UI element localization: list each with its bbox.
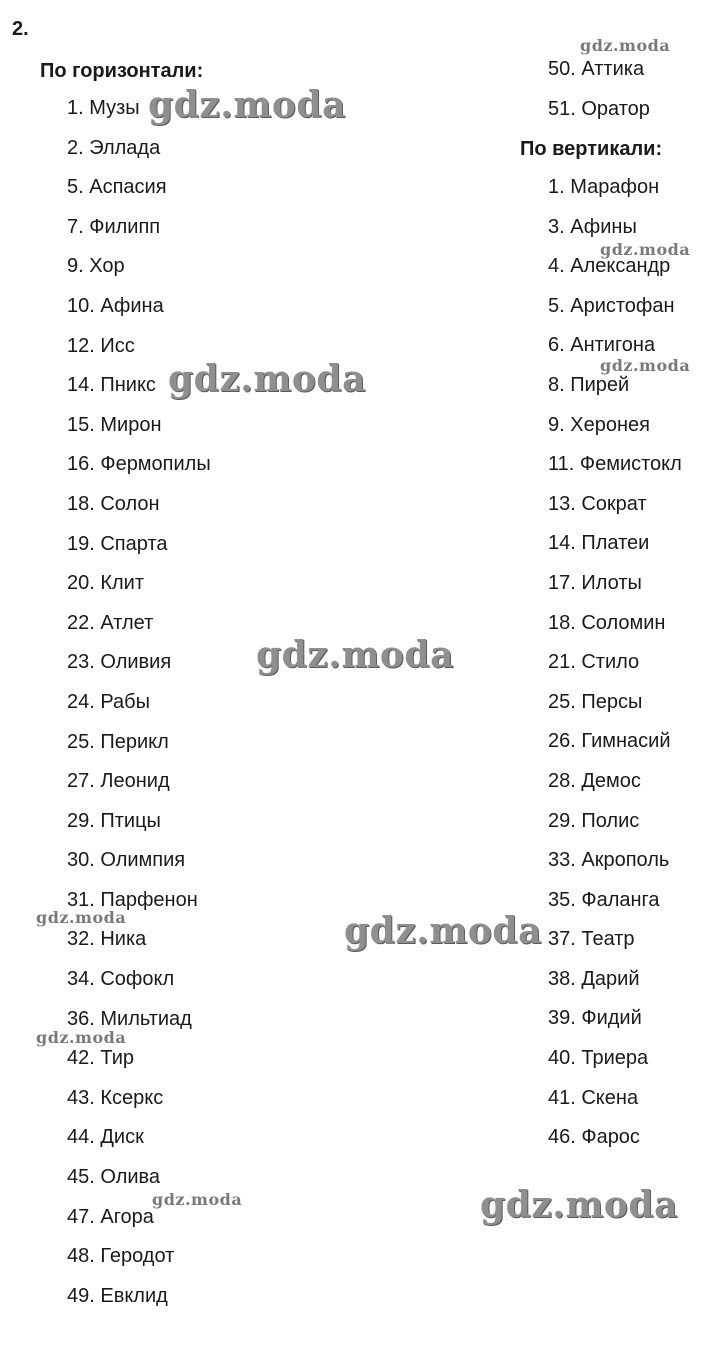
vertical-answer-item: 11. Фемистокл	[548, 453, 682, 476]
vertical-answer-item: 28. Демос	[548, 769, 641, 792]
vertical-heading: По вертикали:	[520, 138, 663, 160]
watermark: gdz.moda	[148, 84, 346, 126]
horizontal-answer-item: 16. Фермопилы	[67, 453, 211, 476]
horizontal-answer-item: 34. Софокл	[67, 968, 175, 991]
vertical-answer-item: 35. Фаланга	[548, 888, 660, 911]
horizontal-answer-item: 36. Мильтиад	[67, 1007, 192, 1030]
vertical-answer-item: 38. Дарий	[548, 967, 640, 990]
watermark: gdz.moda	[600, 356, 691, 375]
horizontal-answer-list	[67, 89, 211, 1316]
vertical-answer-list	[548, 168, 682, 1158]
vertical-answer-item: 26. Гимнасий	[548, 730, 671, 753]
horizontal-answer-item: 7. Филипп	[67, 215, 161, 238]
horizontal-answer-item: 42. Тир	[67, 1047, 134, 1070]
vertical-answer-item: 1. Марафон	[548, 176, 660, 198]
horizontal-answer-item: 25. Перикл	[67, 730, 169, 753]
horizontal-answer-item: 1. Музы	[67, 97, 140, 119]
vertical-answer-item: 29. Полис	[548, 809, 640, 832]
watermark: gdz.moda	[256, 634, 454, 676]
horizontal-answer-item: 43. Ксеркс	[67, 1086, 164, 1109]
vertical-answer-item: 40. Триера	[548, 1047, 649, 1070]
horizontal-answer-list-continued	[548, 50, 650, 129]
horizontal-answer-item: 24. Рабы	[67, 690, 150, 713]
vertical-answer-item: 18. Соломин	[548, 611, 666, 634]
watermark: gdz.moda	[168, 358, 366, 400]
vertical-answer-item: 14. Платеи	[548, 532, 650, 555]
horizontal-answer-item: 50. Аттика	[548, 58, 645, 80]
watermark: gdz.moda	[152, 1190, 243, 1209]
horizontal-answer-item: 10. Афина	[67, 294, 164, 317]
horizontal-answer-item: 31. Парфенон	[67, 888, 198, 911]
vertical-answer-item: 13. Сократ	[548, 492, 647, 515]
watermark: gdz.moda	[600, 240, 691, 259]
horizontal-answer-item: 30. Олимпия	[67, 849, 186, 872]
horizontal-answer-item: 15. Мирон	[67, 413, 162, 436]
watermark: gdz.moda	[580, 36, 671, 55]
horizontal-answer-item: 2. Эллада	[67, 136, 161, 159]
horizontal-answer-item: 44. Диск	[67, 1126, 144, 1149]
vertical-answer-item: 9. Херонея	[548, 413, 650, 436]
watermark: gdz.moda	[480, 1184, 678, 1226]
vertical-answer-item: 17. Илоты	[548, 571, 642, 594]
vertical-answer-item: 41. Скена	[548, 1086, 639, 1109]
horizontal-answer-item: 20. Клит	[67, 572, 145, 595]
watermark: gdz.moda	[36, 908, 127, 927]
vertical-answer-item: 8. Пирей	[548, 373, 630, 396]
vertical-answer-item: 37. Театр	[548, 928, 635, 951]
horizontal-answer-item: 9. Хор	[67, 255, 125, 278]
horizontal-answer-item: 18. Солон	[67, 492, 160, 515]
vertical-answer-item: 21. Стило	[548, 651, 640, 674]
horizontal-answer-item: 14. Пникс	[67, 374, 156, 397]
horizontal-answer-item: 32. Ника	[67, 928, 147, 951]
vertical-answer-item: 46. Фарос	[548, 1126, 640, 1149]
vertical-answer-item: 33. Акрополь	[548, 849, 670, 872]
vertical-answer-item: 4. Александр	[548, 255, 671, 278]
task-number: 2.	[12, 18, 29, 40]
horizontal-answer-item: 45. Олива	[67, 1166, 161, 1189]
watermark: gdz.moda	[344, 910, 542, 952]
vertical-answer-item: 39. Фидий	[548, 1007, 642, 1030]
horizontal-answer-item: 23. Оливия	[67, 651, 172, 674]
horizontal-answer-item: 47. Агора	[67, 1205, 154, 1228]
watermark: gdz.moda	[36, 1028, 127, 1047]
vertical-answer-item: 25. Персы	[548, 690, 643, 713]
horizontal-answer-item: 22. Атлет	[67, 611, 154, 634]
horizontal-answer-item: 51. Оратор	[548, 97, 650, 120]
horizontal-answer-item: 48. Геродот	[67, 1245, 175, 1268]
horizontal-answer-item: 5. Аспасия	[67, 176, 167, 199]
horizontal-answer-item: 29. Птицы	[67, 809, 161, 832]
horizontal-answer-item: 27. Леонид	[67, 770, 170, 793]
horizontal-heading: По горизонтали:	[40, 60, 204, 82]
vertical-answer-item: 6. Антигона	[548, 334, 656, 357]
vertical-answer-item: 3. Афины	[548, 215, 637, 238]
horizontal-answer-item: 12. Исс	[67, 334, 135, 357]
vertical-answer-item: 5. Аристофан	[548, 294, 675, 317]
horizontal-answer-item: 49. Евклид	[67, 1284, 168, 1307]
horizontal-answer-item: 19. Спарта	[67, 532, 168, 555]
